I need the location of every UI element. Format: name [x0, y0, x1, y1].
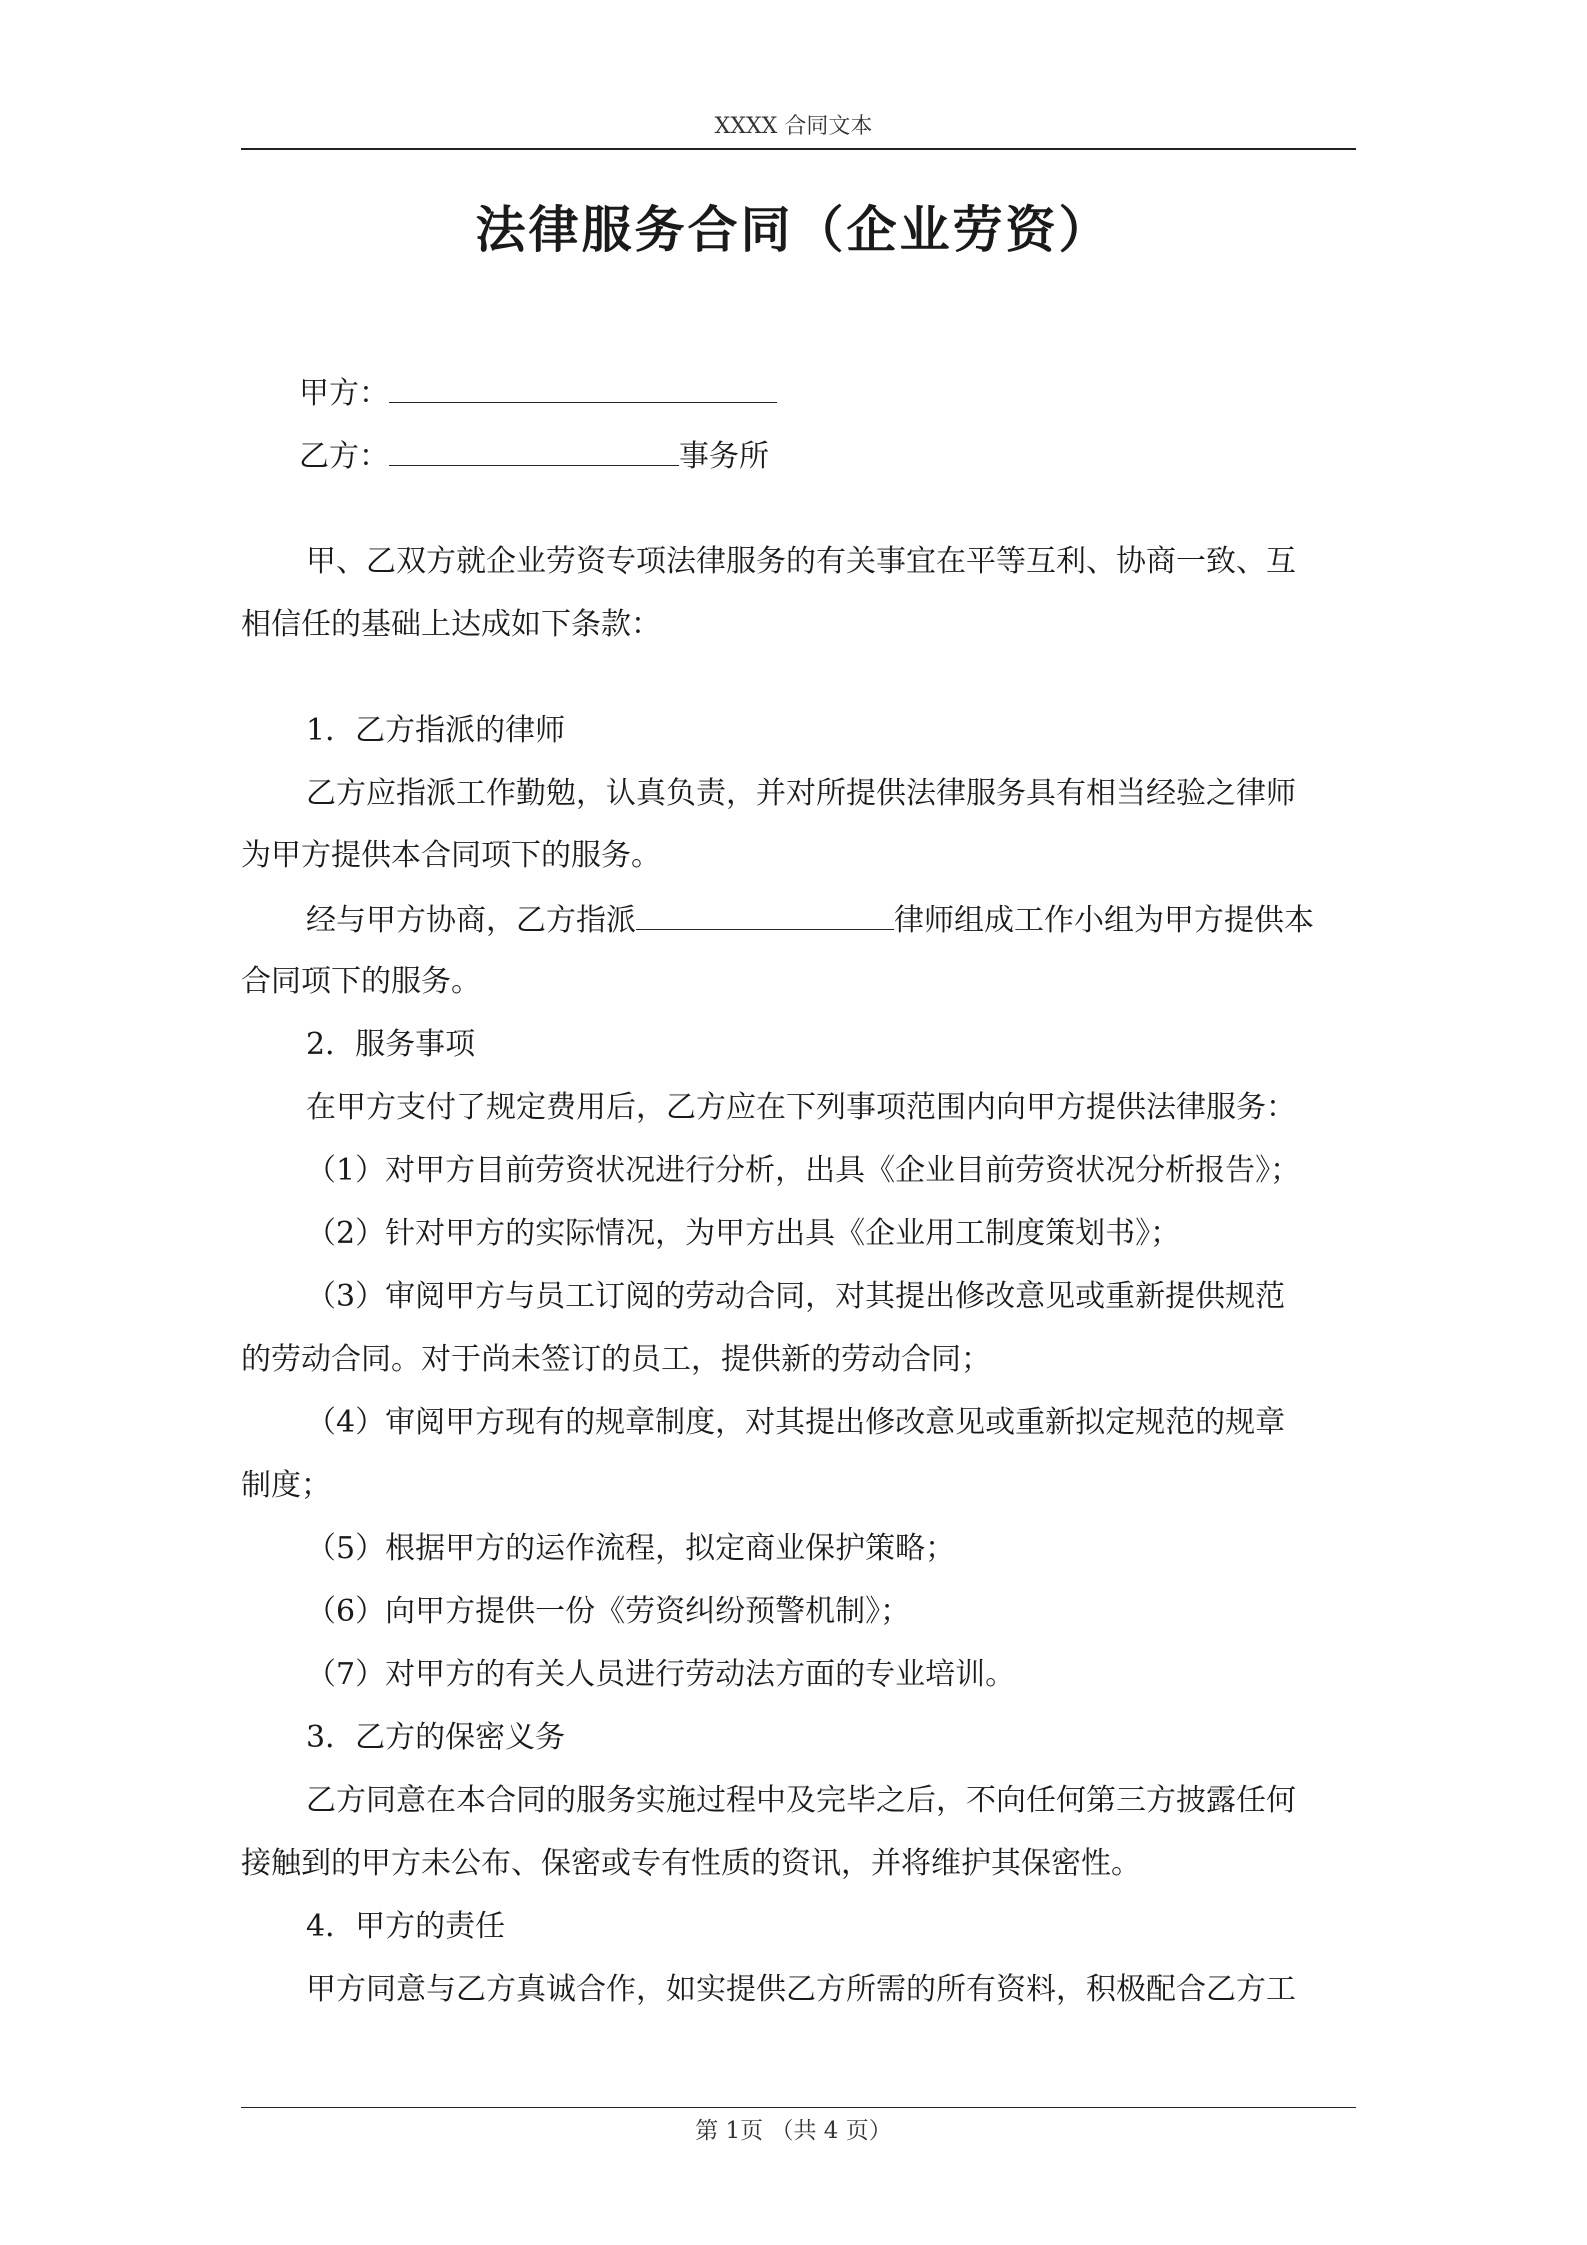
section-2-heading: 2．服务事项 — [306, 1027, 476, 1062]
section-2-intro: 在甲方支付了规定费用后，乙方应在下列事项范围内向甲方提供法律服务： — [306, 1090, 1296, 1125]
service-item-7: （7）对甲方的有关人员进行劳动法方面的专业培训。 — [306, 1657, 1016, 1692]
party-b-suffix: 事务所 — [679, 439, 769, 474]
section-1-p2-line-2: 合同项下的服务。 — [241, 964, 481, 999]
section-1-p2-line-1 — [306, 899, 1314, 941]
party-b-line — [299, 435, 769, 477]
lawyer-name-blank — [636, 899, 894, 930]
party-b-label: 乙方： — [299, 439, 389, 474]
section-3-heading: 3．乙方的保密义务 — [306, 1720, 566, 1755]
page-number: 第 1页 （共 4 页） — [695, 2118, 892, 2144]
lawyer-assign-suffix: 律师组成工作小组为甲方提供本 — [894, 903, 1314, 938]
section-3-line-1: 乙方同意在本合同的服务实施过程中及完毕之后，不向任何第三方披露任何 — [306, 1783, 1296, 1818]
section-1-p1-line-1: 乙方应指派工作勤勉，认真负责，并对所提供法律服务具有相当经验之律师 — [306, 776, 1296, 811]
party-b-blank — [389, 435, 679, 466]
party-a-line — [299, 372, 777, 414]
page-header-text: XXXX 合同文本 — [714, 114, 873, 139]
header-divider — [241, 148, 1356, 150]
service-item-1: （1）对甲方目前劳资状况进行分析，出具《企业目前劳资状况分析报告》； — [306, 1153, 1301, 1188]
service-item-6: （6）向甲方提供一份《劳资纠纷预警机制》； — [306, 1594, 911, 1629]
service-item-2: （2）针对甲方的实际情况，为甲方出具《企业用工制度策划书》； — [306, 1216, 1181, 1251]
intro-line-1: 甲、乙双方就企业劳资专项法律服务的有关事宜在平等互利、协商一致、互 — [306, 544, 1296, 579]
document-title: 法律服务合同（企业劳资） — [475, 200, 1112, 259]
service-item-4-line-1: （4）审阅甲方现有的规章制度，对其提出修改意见或重新拟定规范的规章 — [306, 1405, 1286, 1440]
party-a-blank — [389, 372, 777, 403]
service-item-4-line-2: 制度； — [241, 1468, 331, 1503]
section-1-p1-line-2: 为甲方提供本合同项下的服务。 — [241, 838, 661, 873]
section-4-heading: 4．甲方的责任 — [306, 1909, 506, 1944]
party-a-label: 甲方： — [299, 376, 389, 411]
intro-line-2: 相信任的基础上达成如下条款： — [241, 607, 661, 642]
service-item-3-line-2: 的劳动合同。对于尚未签订的员工，提供新的劳动合同； — [241, 1342, 991, 1377]
footer-divider — [241, 2107, 1356, 2108]
section-4-line-1: 甲方同意与乙方真诚合作，如实提供乙方所需的所有资料，积极配合乙方工 — [306, 1972, 1296, 2007]
service-item-5: （5）根据甲方的运作流程，拟定商业保护策略； — [306, 1531, 956, 1566]
lawyer-assign-prefix: 经与甲方协商，乙方指派 — [306, 903, 636, 938]
service-item-3-line-1: （3）审阅甲方与员工订阅的劳动合同，对其提出修改意见或重新提供规范 — [306, 1279, 1286, 1314]
section-1-heading: 1．乙方指派的律师 — [306, 713, 566, 748]
section-3-line-2: 接触到的甲方未公布、保密或专有性质的资讯，并将维护其保密性。 — [241, 1846, 1141, 1881]
